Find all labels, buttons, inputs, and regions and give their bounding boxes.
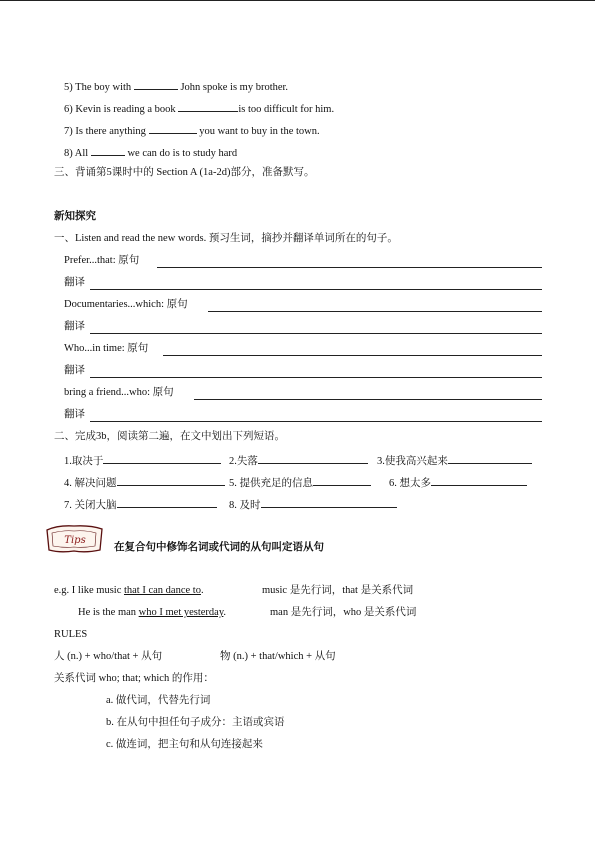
exercise-8 [64, 144, 237, 161]
phrase-8 [229, 496, 397, 513]
item-3-label: Who...in time: 原句 [64, 343, 149, 354]
example-2 [78, 606, 226, 620]
example-1-text: e.g. I like music [54, 585, 124, 596]
exercise-6-text-after: is too difficult for him. [238, 104, 335, 115]
item-1-label: Prefer...that: 原句 [64, 255, 140, 266]
item-2-label: Documentaries...which: 原句 [64, 299, 188, 310]
item-2-translation-label: 翻译 [64, 321, 85, 332]
item-4-translation-label: 翻译 [64, 409, 85, 420]
rule-function-c: c. 做连词，把主句和从句连接起来 [106, 739, 263, 750]
item-1-original-line[interactable] [157, 267, 542, 268]
phrase-8-label: 8. 及时 [229, 500, 261, 511]
example-2-text: He is the man [78, 607, 139, 618]
item-4-label: bring a friend...who: 原句 [64, 387, 174, 398]
item-4-translation-line[interactable] [90, 421, 542, 422]
example-2-clause: who I met yesterday [138, 607, 224, 618]
phrase-4-blank[interactable] [117, 474, 225, 486]
exercise-5-blank[interactable] [134, 78, 178, 90]
item-1-translation-line[interactable] [90, 289, 542, 290]
item-3-original-line[interactable] [163, 355, 542, 356]
phrase-6-label: 6. 想太多 [389, 478, 431, 489]
phrase-8-blank[interactable] [261, 496, 397, 508]
phrase-6-blank[interactable] [431, 474, 527, 486]
phrase-4-label: 4. 解决问题 [64, 478, 117, 489]
item-2-translation-line[interactable] [90, 333, 542, 334]
phrase-2 [229, 452, 368, 469]
section-three-instruction: 三、背诵第5课时中的 Section A (1a-2d)部分，准备默写。 [54, 167, 315, 178]
phrase-3-blank[interactable] [448, 452, 532, 464]
item-4-original-line[interactable] [194, 399, 542, 400]
phrase-7 [64, 496, 217, 513]
item-2-original-line[interactable] [208, 311, 542, 312]
example-1 [54, 584, 204, 598]
phrase-4 [64, 474, 225, 491]
rule-function-b: b. 在从句中担任句子成分：主语或宾语 [106, 717, 285, 728]
exercise-8-blank[interactable] [91, 144, 125, 156]
exercise-7-blank[interactable] [149, 122, 197, 134]
explore-title: 新知探究 [54, 211, 96, 222]
phrase-7-blank[interactable] [117, 496, 217, 508]
exercise-7-text-after: you want to buy in the town. [196, 126, 320, 137]
exercise-5-text-before: 5) The boy with [64, 82, 134, 93]
example-2-end: . [223, 607, 227, 618]
phrase-3-label: 3.使我高兴起来 [377, 456, 448, 467]
item-1-translation-label: 翻译 [64, 277, 85, 288]
example-1-clause: that I can dance to [123, 585, 201, 596]
tips-logo-text: Tips [64, 535, 86, 546]
rule-person: 人 (n.) + who/that + 从句 [54, 651, 163, 662]
rule-function-a: a. 做代词，代替先行词 [106, 695, 211, 706]
phrase-2-blank[interactable] [258, 452, 368, 464]
phrase-1-label: 1.取决于 [64, 456, 104, 467]
part-one-heading: 一、Listen and read the new words. 预习生词，摘抄并翻译单词所在的句子。 [54, 233, 398, 244]
item-3-translation-label: 翻译 [64, 365, 85, 376]
exercise-8-text-before: 8) All [64, 148, 91, 159]
phrase-7-label: 7. 关闭大脑 [64, 500, 117, 511]
phrase-5-blank[interactable] [313, 474, 371, 486]
exercise-5-text-after: John spoke is my brother. [177, 82, 289, 93]
phrase-1 [64, 452, 221, 469]
exercise-6-blank[interactable] [178, 100, 238, 112]
exercise-6-text-before: 6) Kevin is reading a book [64, 104, 179, 115]
tips-logo-icon [44, 524, 106, 554]
phrase-1-blank[interactable] [103, 452, 221, 464]
exercise-8-text-after: we can do is to study hard [124, 148, 238, 159]
exercise-5 [64, 78, 288, 95]
part-two-heading: 二、完成3b，阅读第二遍，在文中划出下列短语。 [54, 431, 285, 442]
example-1-end: . [200, 585, 204, 596]
item-3-translation-line[interactable] [90, 377, 542, 378]
phrase-5 [229, 474, 371, 491]
rule-thing: 物 (n.) + that/which + 从句 [220, 651, 336, 662]
phrase-3 [377, 452, 532, 469]
rule-function-title: 关系代词 who; that; which 的作用： [54, 673, 214, 684]
exercise-6 [64, 100, 334, 117]
rules-title: RULES [54, 629, 88, 640]
example-1-note: music 是先行词，that 是关系代词 [262, 585, 414, 596]
phrase-2-label: 2.失落 [229, 456, 258, 467]
page-top-border [0, 0, 595, 1]
exercise-7 [64, 122, 320, 139]
example-2-note: man 是先行词，who 是关系代词 [270, 607, 417, 618]
tips-title: 在复合句中修饰名词或代词的从句叫定语从句 [114, 542, 324, 553]
exercise-7-text-before: 7) Is there anything [64, 126, 149, 137]
phrase-6 [389, 474, 527, 491]
phrase-5-label: 5. 提供充足的信息 [229, 478, 313, 489]
